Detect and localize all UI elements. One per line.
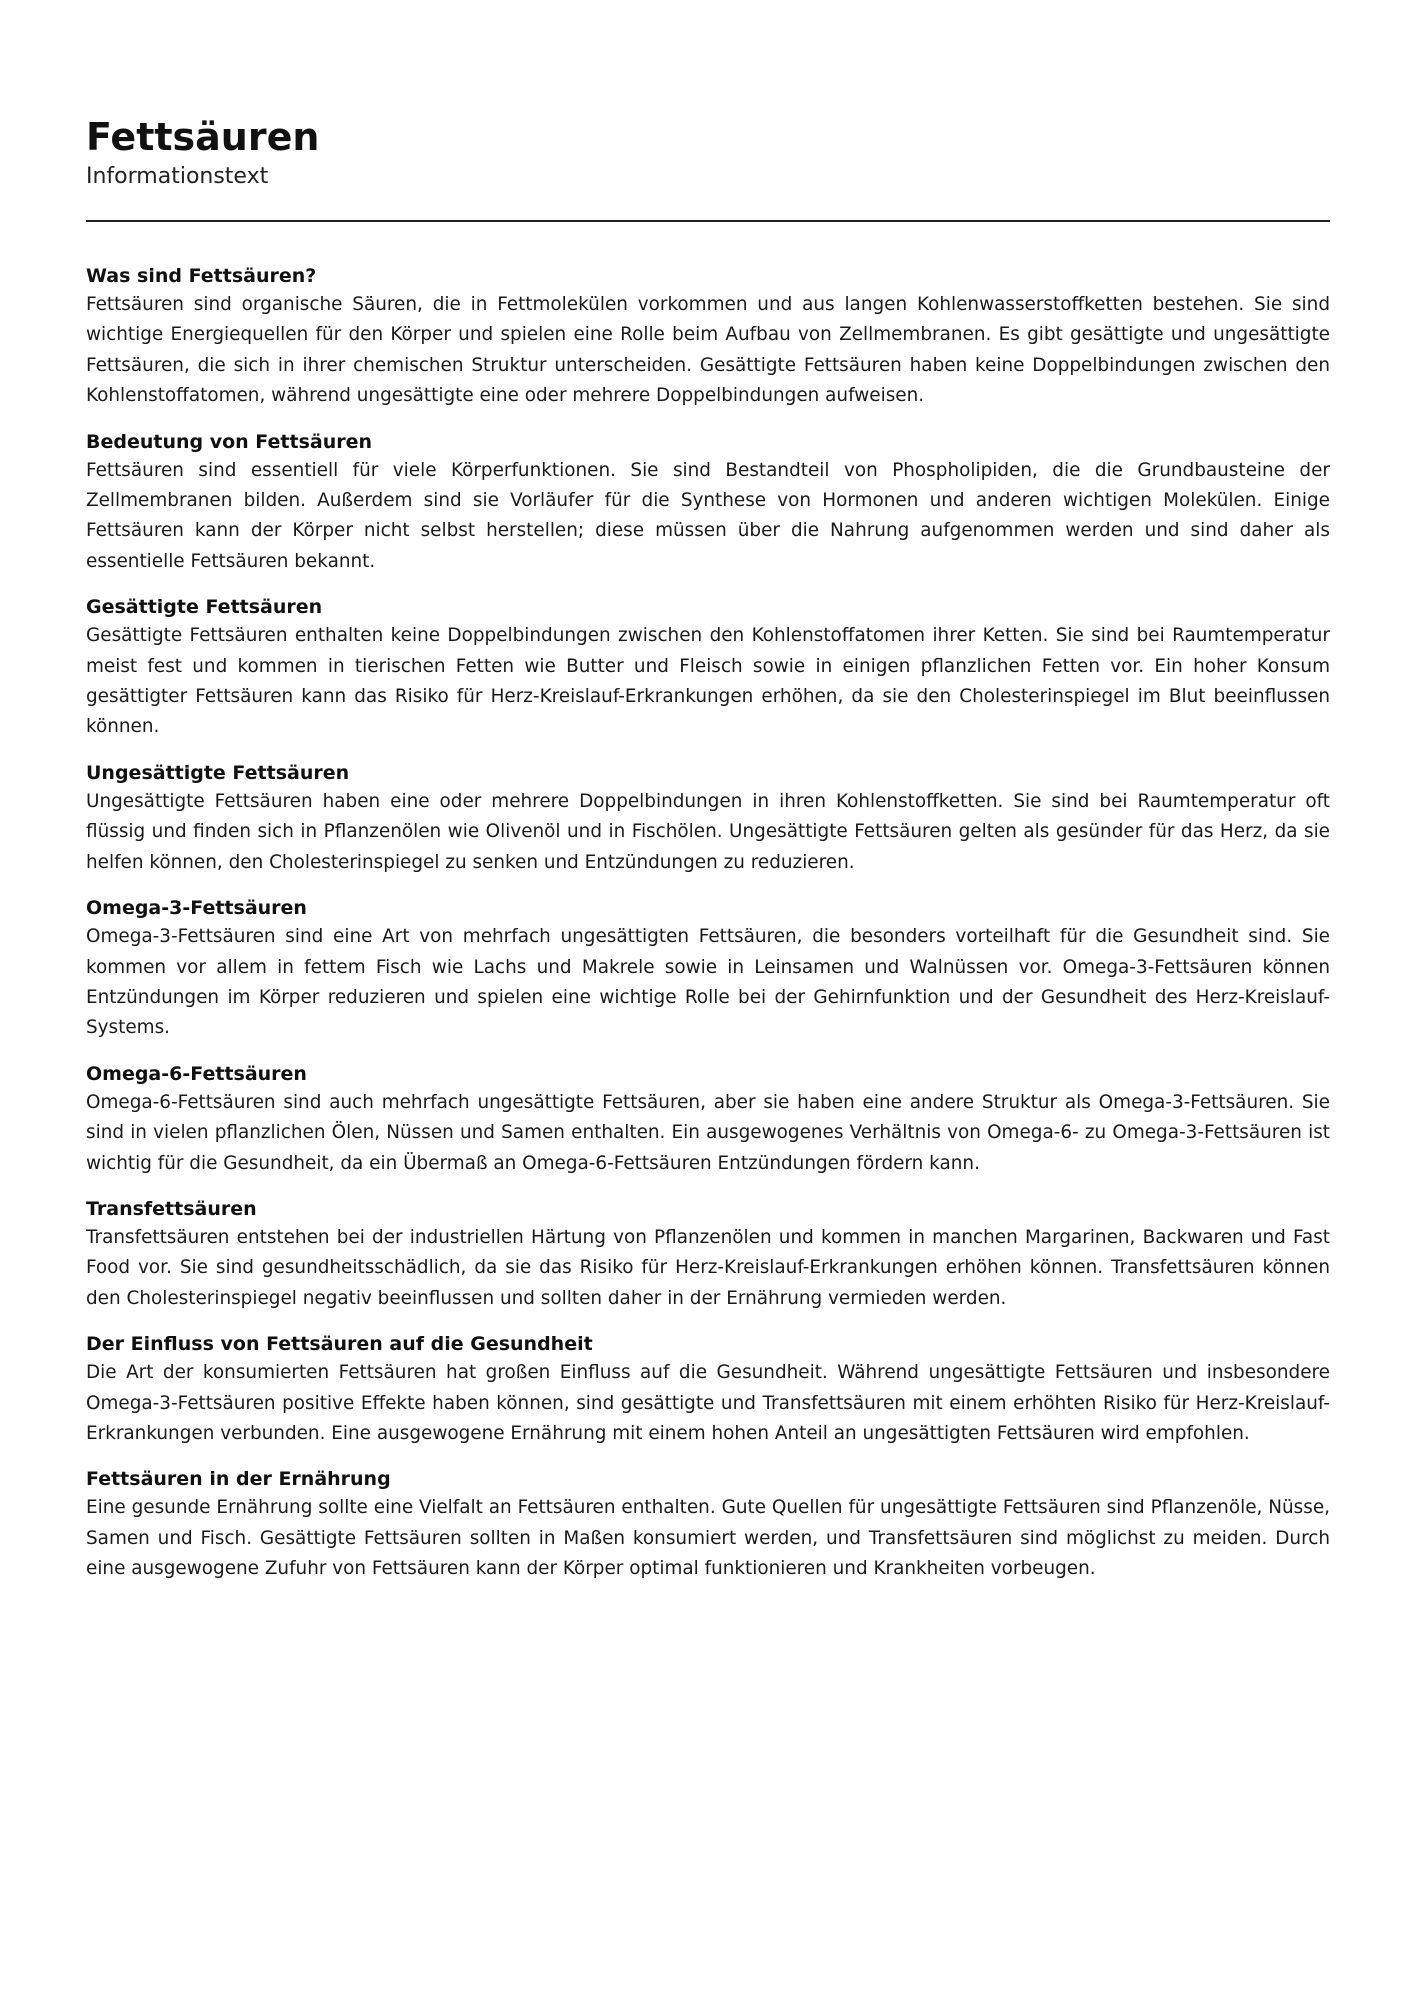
section-paragraph: Omega-6-Fettsäuren sind auch mehrfach ungesättigte Fettsäuren, aber sie haben eine andere Struktur als Omega-3-Fettsäuren. Sie sind in vielen pflanzlichen Ölen, Nüssen und Samen enthalten. Ein ausgewogenes Verhältnis von Omega-6- zu Omega-3-Fettsäuren ist wichtig für die Gesundheit, da ein Übermaß an Omega-6-Fettsäuren Entzündungen fördern kann. (86, 1091, 1330, 1174)
section-paragraph: Eine gesunde Ernährung sollte eine Vielfalt an Fettsäuren enthalten. Gute Quellen für ungesättigte Fettsäuren sind Pflanzenöle, Nüsse, Samen und Fisch. Gesättigte Fettsäuren sollten in Maßen konsumiert werden, und Transfettsäuren sind möglichst zu meiden. Durch eine ausgewogene Zufuhr von Fettsäuren kann der Körper optimal funktionieren und Krankheiten vorbeugen. (86, 1497, 1330, 1580)
section-paragraph: Fettsäuren sind organische Säuren, die in Fettmolekülen vorkommen und aus langen Kohlenwasserstoffketten bestehen. Sie sind wichtige Energiequellen für den Körper und spielen eine Rolle beim Aufbau von Zellmembranen. Es gibt gesättigte und ungesättigte Fettsäuren, die sich in ihrer chemischen Struktur unterscheiden. Gesättigte Fettsäuren haben keine Doppelbindungen zwischen den Kohlenstoffatomen, während ungesättigte eine oder mehrere Doppelbindungen aufweisen. (86, 294, 1330, 407)
section-heading: Fettsäuren in der Ernährung (86, 1468, 391, 1491)
page-subtitle: Informationstext (86, 164, 269, 189)
section-was-sind-fettsaeuren (86, 262, 1330, 412)
document-body (86, 262, 1330, 1601)
section-omega-6 (86, 1060, 1330, 1179)
section-heading: Omega-3-Fettsäuren (86, 897, 307, 920)
section-heading: Bedeutung von Fettsäuren (86, 430, 373, 453)
section-heading: Gesättigte Fettsäuren (86, 596, 323, 619)
section-einfluss-gesundheit (86, 1330, 1330, 1449)
section-gesaettigte (86, 593, 1330, 743)
header-divider (86, 220, 1330, 222)
section-paragraph: Ungesättigte Fettsäuren haben eine oder mehrere Doppelbindungen in ihren Kohlenstoffketten. Sie sind bei Raumtemperatur oft flüssig und finden sich in Pflanzenölen wie Olivenöl und in Fischölen. Ungesättigte Fettsäuren gelten als gesünder für das Herz, da sie helfen können, den Cholesterinspiegel zu senken und Entzündungen zu reduzieren. (86, 790, 1330, 873)
section-bedeutung (86, 428, 1330, 578)
section-heading: Omega-6-Fettsäuren (86, 1062, 307, 1085)
section-paragraph: Omega-3-Fettsäuren sind eine Art von mehrfach ungesättigten Fettsäuren, die besonders vorteilhaft für die Gesundheit sind. Sie kommen vor allem in fettem Fisch wie Lachs und Makrele sowie in Leinsamen und Walnüssen vor. Omega-3-Fettsäuren können Entzündungen im Körper reduzieren und spielen eine wichtige Rolle bei der Gehirnfunktion und der Gesundheit des Herz-Kreislauf-Systems. (86, 926, 1330, 1039)
section-paragraph: Gesättigte Fettsäuren enthalten keine Doppelbindungen zwischen den Kohlenstoffatomen ihrer Ketten. Sie sind bei Raumtemperatur meist fest und kommen in tierischen Fetten wie Butter und Fleisch sowie in einigen pflanzlichen Fetten vor. Ein hoher Konsum gesättigter Fettsäuren kann das Risiko für Herz-Kreislauf-Erkrankungen erhöhen, da sie den Cholesterinspiegel im Blut beeinflussen können. (86, 625, 1330, 738)
section-omega-3 (86, 894, 1330, 1044)
section-paragraph: Fettsäuren sind essentiell für viele Körperfunktionen. Sie sind Bestandteil von Phospholipiden, die die Grundbausteine der Zellmembranen bilden. Außerdem sind sie Vorläufer für die Synthese von Hormonen und anderen wichtigen Molekülen. Einige Fettsäuren kann der Körper nicht selbst herstellen; diese müssen über die Nahrung aufgenommen werden und sind daher als essentielle Fettsäuren bekannt. (86, 459, 1330, 572)
section-ungesaettigte (86, 759, 1330, 878)
section-heading: Was sind Fettsäuren? (86, 265, 317, 287)
page-title: Fettsäuren (86, 115, 320, 159)
section-paragraph: Transfettsäuren entstehen bei der industriellen Härtung von Pflanzenölen und kommen in manchen Margarinen, Backwaren und Fast Food vor. Sie sind gesundheitsschädlich, da sie das Risiko für Herz-Kreislauf-Erkrankungen erhöhen können. Transfettsäuren können den Cholesterinspiegel negativ beeinflussen und sollten daher in der Ernährung vermieden werden. (86, 1226, 1330, 1309)
section-paragraph: Die Art der konsumierten Fettsäuren hat großen Einfluss auf die Gesundheit. Während ungesättigte Fettsäuren und insbesondere Omega-3-Fettsäuren positive Effekte haben können, sind gesättigte und Transfettsäuren mit einem erhöhten Risiko für Herz-Kreislauf-Erkrankungen verbunden. Eine ausgewogene Ernährung mit einem hohen Anteil an ungesättigten Fettsäuren wird empfohlen. (86, 1362, 1330, 1444)
section-heading: Ungesättigte Fettsäuren (86, 761, 350, 784)
section-ernaehrung (86, 1465, 1330, 1584)
section-transfettsaeuren (86, 1195, 1330, 1314)
section-heading: Der Einfluss von Fettsäuren auf die Gesundheit (86, 1333, 593, 1356)
section-heading: Transfettsäuren (86, 1197, 257, 1220)
